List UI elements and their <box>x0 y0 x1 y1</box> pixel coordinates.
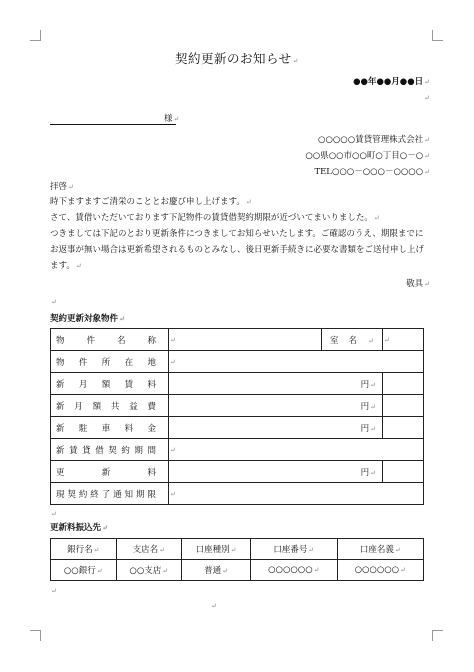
label-text: 新 月 額 共 益 費 <box>56 401 156 412</box>
table-cell-empty <box>383 373 424 395</box>
value-account-type: 普通↵ <box>182 560 251 581</box>
table-cell-label <box>51 329 169 351</box>
room-value-cell: ↵ <box>383 329 424 351</box>
table-cell-value: 円↵ <box>169 373 383 395</box>
label-text: 新 駐 車 料 金 <box>56 423 156 434</box>
table-cell-label <box>51 483 169 505</box>
header-account-type: 口座種別↵ <box>182 539 251 560</box>
table-row <box>51 417 424 439</box>
empty-paragraph-mark: ↵ <box>51 510 57 518</box>
table-cell-empty <box>383 417 424 439</box>
table-cell-label <box>51 395 169 417</box>
table-row <box>51 483 424 505</box>
table-row <box>51 351 424 373</box>
table-cell-value: 円↵ <box>169 417 383 439</box>
table-row <box>51 395 424 417</box>
value-bank-name: ○○銀行↵ <box>51 560 117 581</box>
table-cell-empty <box>383 461 424 483</box>
empty-paragraph-mark: ↵ <box>51 587 57 595</box>
table-cell-label <box>51 373 169 395</box>
table-cell-label <box>51 351 169 373</box>
section-heading-bank: 更新料振込先↵ <box>50 523 108 533</box>
crop-mark-bottom-left <box>30 630 41 641</box>
table-row <box>51 439 424 461</box>
label-text: 新 月 額 賃 料 <box>56 379 156 390</box>
label-text: 更 新 料 <box>56 467 156 478</box>
company-address: ○○県○○市○○町○丁目○－○↵ <box>305 151 430 161</box>
table-cell-label <box>51 439 169 461</box>
value-account-holder: ○○○○○○↵ <box>337 560 423 581</box>
table-cell-value: ↵ <box>169 329 322 351</box>
company-name: ○○○○○賃貸管理株式会社↵ <box>318 135 430 145</box>
table-cell-value: ↵ <box>169 439 424 461</box>
body-line-2: さて、賃借いただいております下記物件の賃貸借契約期限が近づいてまいりました。↵ <box>50 213 380 223</box>
empty-paragraph-mark: ↵ <box>51 298 57 306</box>
recipient-underline <box>50 124 176 125</box>
body-line-4: お返事が無い場合は更新希望されるものとみなし、後日更新手続きに必要な書類をご送付申し上げ <box>50 245 425 255</box>
table-cell-empty <box>383 395 424 417</box>
table-row <box>51 461 424 483</box>
recipient-line: 様↵ <box>164 114 180 124</box>
crop-mark-bottom-right <box>432 630 443 641</box>
section-heading-property: 契約更新対象物件↵ <box>50 314 125 324</box>
bank-table <box>50 538 424 581</box>
value-branch: ○○支店↵ <box>116 560 182 581</box>
table-row <box>51 329 424 351</box>
table-cell-value: 円↵ <box>169 395 383 417</box>
header-account-number: 口座番号↵ <box>251 539 337 560</box>
document-title: 契約更新のお知らせ↵ <box>174 51 299 66</box>
label-text: 新 賃 貸 借 契 約 期 間 <box>56 445 156 456</box>
company-tel: TEL○○○－○○○－○○○○↵ <box>314 167 430 177</box>
table-row <box>51 560 424 581</box>
table-cell-label <box>51 417 169 439</box>
empty-paragraph-mark: ↵ <box>424 94 430 102</box>
header-account-holder: 口座名義↵ <box>337 539 423 560</box>
body-line-1: 時下ますますご清栄のこととお慶び申し上げます。↵ <box>50 197 252 207</box>
empty-paragraph-mark: ↵ <box>211 602 217 610</box>
label-text: 物 件 所 在 地 <box>56 357 156 368</box>
crop-mark-top-left <box>30 30 41 41</box>
label-text: 物 件 名 称 <box>56 335 156 346</box>
room-label-cell: 室名↵ <box>322 329 383 351</box>
table-cell-value: 円↵ <box>169 461 383 483</box>
table-row <box>51 539 424 560</box>
date-line: ●●年●●月●●日↵ <box>353 77 430 87</box>
property-table <box>50 328 424 505</box>
crop-mark-top-right <box>432 30 443 41</box>
value-account-number: ○○○○○○↵ <box>251 560 337 581</box>
table-cell-label <box>51 461 169 483</box>
body-line-3: つきましては下記のとおり更新条件につきましてお知らせいたします。ご確認のうえ、期限までに <box>50 229 424 239</box>
greeting-open: 拝啓↵ <box>50 182 74 192</box>
greeting-close: 敬具↵ <box>406 279 430 289</box>
header-bank-name: 銀行名↵ <box>51 539 117 560</box>
table-cell-value: ↵ <box>169 351 424 373</box>
table-row <box>51 373 424 395</box>
body-line-5: ます。↵ <box>50 261 82 271</box>
table-cell-value: ↵ <box>169 483 424 505</box>
label-text: 現 契 約 終 了 通 知 期 限 <box>56 489 156 500</box>
header-branch: 支店名↵ <box>116 539 182 560</box>
